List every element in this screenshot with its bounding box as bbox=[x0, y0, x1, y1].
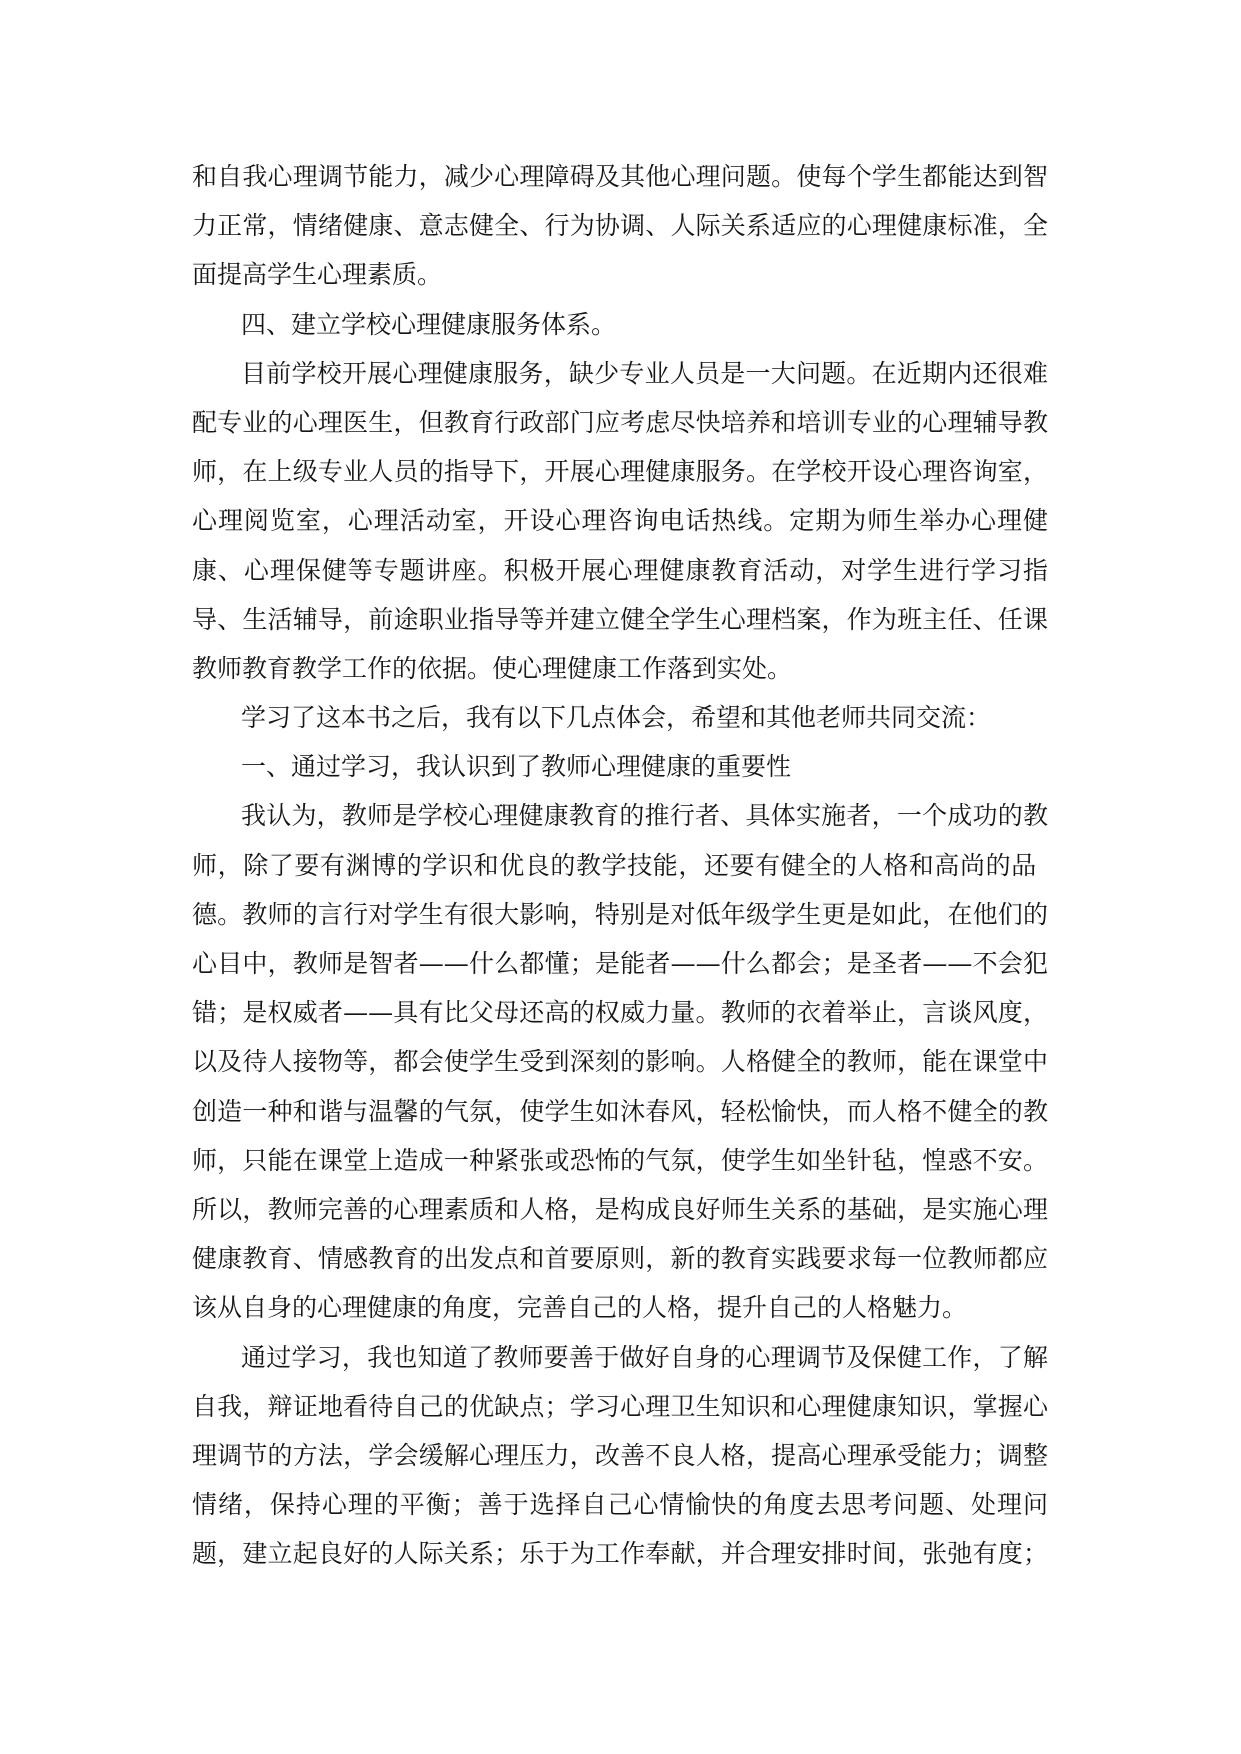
paragraph bbox=[192, 693, 1048, 742]
text-line: 情绪，保持心理的平衡；善于选择自己心情愉快的角度去思考问题、处理问 bbox=[192, 1490, 1048, 1520]
text-line: 理调节的方法，学会缓解心理压力，改善不良人格，提高心理承受能力；调整 bbox=[192, 1440, 1048, 1470]
text-line: 心理阅览室，心理活动室，开设心理咨询电话热线。定期为师生举办心理健 bbox=[192, 506, 1048, 536]
text-line: 教师教育教学工作的依据。使心理健康工作落到实处。 bbox=[192, 653, 793, 683]
section-heading bbox=[192, 742, 1048, 791]
text-line: 创造一种和谐与温馨的气氛，使学生如沐春风，轻松愉快，而人格不健全的教 bbox=[192, 1096, 1048, 1126]
text-line: 康、心理保健等专题讲座。积极开展心理健康教育活动，对学生进行学习指 bbox=[192, 555, 1048, 585]
text-line: 配专业的心理医生，但教育行政部门应考虑尽快培养和培训专业的心理辅导教 bbox=[192, 407, 1048, 437]
text-line: 师，在上级专业人员的指导下，开展心理健康服务。在学校开设心理咨询室， bbox=[192, 457, 1048, 487]
document-body bbox=[192, 152, 1048, 1578]
text-line: 我认为，教师是学校心理健康教育的推行者、具体实施者，一个成功的教 bbox=[241, 801, 1048, 831]
text-line: 自我，辩证地看待自己的优缺点；学习心理卫生知识和心理健康知识，掌握心 bbox=[192, 1391, 1048, 1421]
text-line: 和自我心理调节能力，减少心理障碍及其他心理问题。使每个学生都能达到智 bbox=[192, 162, 1048, 191]
text-line: 通过学习，我也知道了教师要善于做好自身的心理调节及保健工作，了解 bbox=[241, 1342, 1048, 1372]
text-line: 所以，教师完善的心理素质和人格，是构成良好师生关系的基础，是实施心理 bbox=[192, 1194, 1048, 1224]
text-line: 题，建立起良好的人际关系；乐于为工作奉献，并合理安排时间，张弛有度； bbox=[192, 1539, 1048, 1569]
text-line: 力正常，情绪健康、意志健全、行为协调、人际关系适应的心理健康标准，全 bbox=[192, 211, 1048, 241]
text-line: 师，只能在课堂上造成一种紧张或恐怖的气氛，使学生如坐针毡，惶惑不安。 bbox=[192, 1145, 1048, 1175]
text-line: 师，除了要有渊博的学识和优良的教学技能，还要有健全的人格和高尚的品 bbox=[192, 850, 1037, 880]
section-heading bbox=[192, 300, 1048, 349]
text-line: 该从自身的心理健康的角度，完善自己的人格，提升自己的人格魅力。 bbox=[192, 1293, 968, 1323]
text-line: 错；是权威者——具有比父母还高的权威力量。教师的衣着举止，言谈风度， bbox=[192, 998, 1048, 1028]
text-line: 面提高学生心理素质。 bbox=[192, 260, 443, 290]
paragraph bbox=[192, 349, 1048, 693]
text-line: 德。教师的言行对学生有很大影响，特别是对低年级学生更是如此，在他们的 bbox=[192, 899, 1048, 929]
paragraph bbox=[192, 1333, 1048, 1579]
text-line: 目前学校开展心理健康服务，缺少专业人员是一大问题。在近期内还很难 bbox=[241, 358, 1048, 388]
text-line: 学习了这本书之后，我有以下几点体会，希望和其他老师共同交流： bbox=[241, 703, 992, 733]
text-line: 健康教育、情感教育的出发点和首要原则，新的教育实践要求每一位教师都应 bbox=[192, 1244, 1048, 1274]
text-line: 四、建立学校心理健康服务体系。 bbox=[241, 309, 617, 339]
text-line: 一、通过学习，我认识到了教师心理健康的重要性 bbox=[241, 752, 792, 782]
paragraph bbox=[192, 152, 1048, 300]
paragraph bbox=[192, 791, 1048, 1332]
text-line: 以及待人接物等，都会使学生受到深刻的影响。人格健全的教师，能在课堂中 bbox=[192, 1047, 1048, 1077]
text-line: 心目中，教师是智者——什么都懂；是能者——什么都会；是圣者——不会犯 bbox=[192, 949, 1048, 978]
text-line: 导、生活辅导，前途职业指导等并建立健全学生心理档案，作为班主任、任课 bbox=[192, 604, 1048, 634]
